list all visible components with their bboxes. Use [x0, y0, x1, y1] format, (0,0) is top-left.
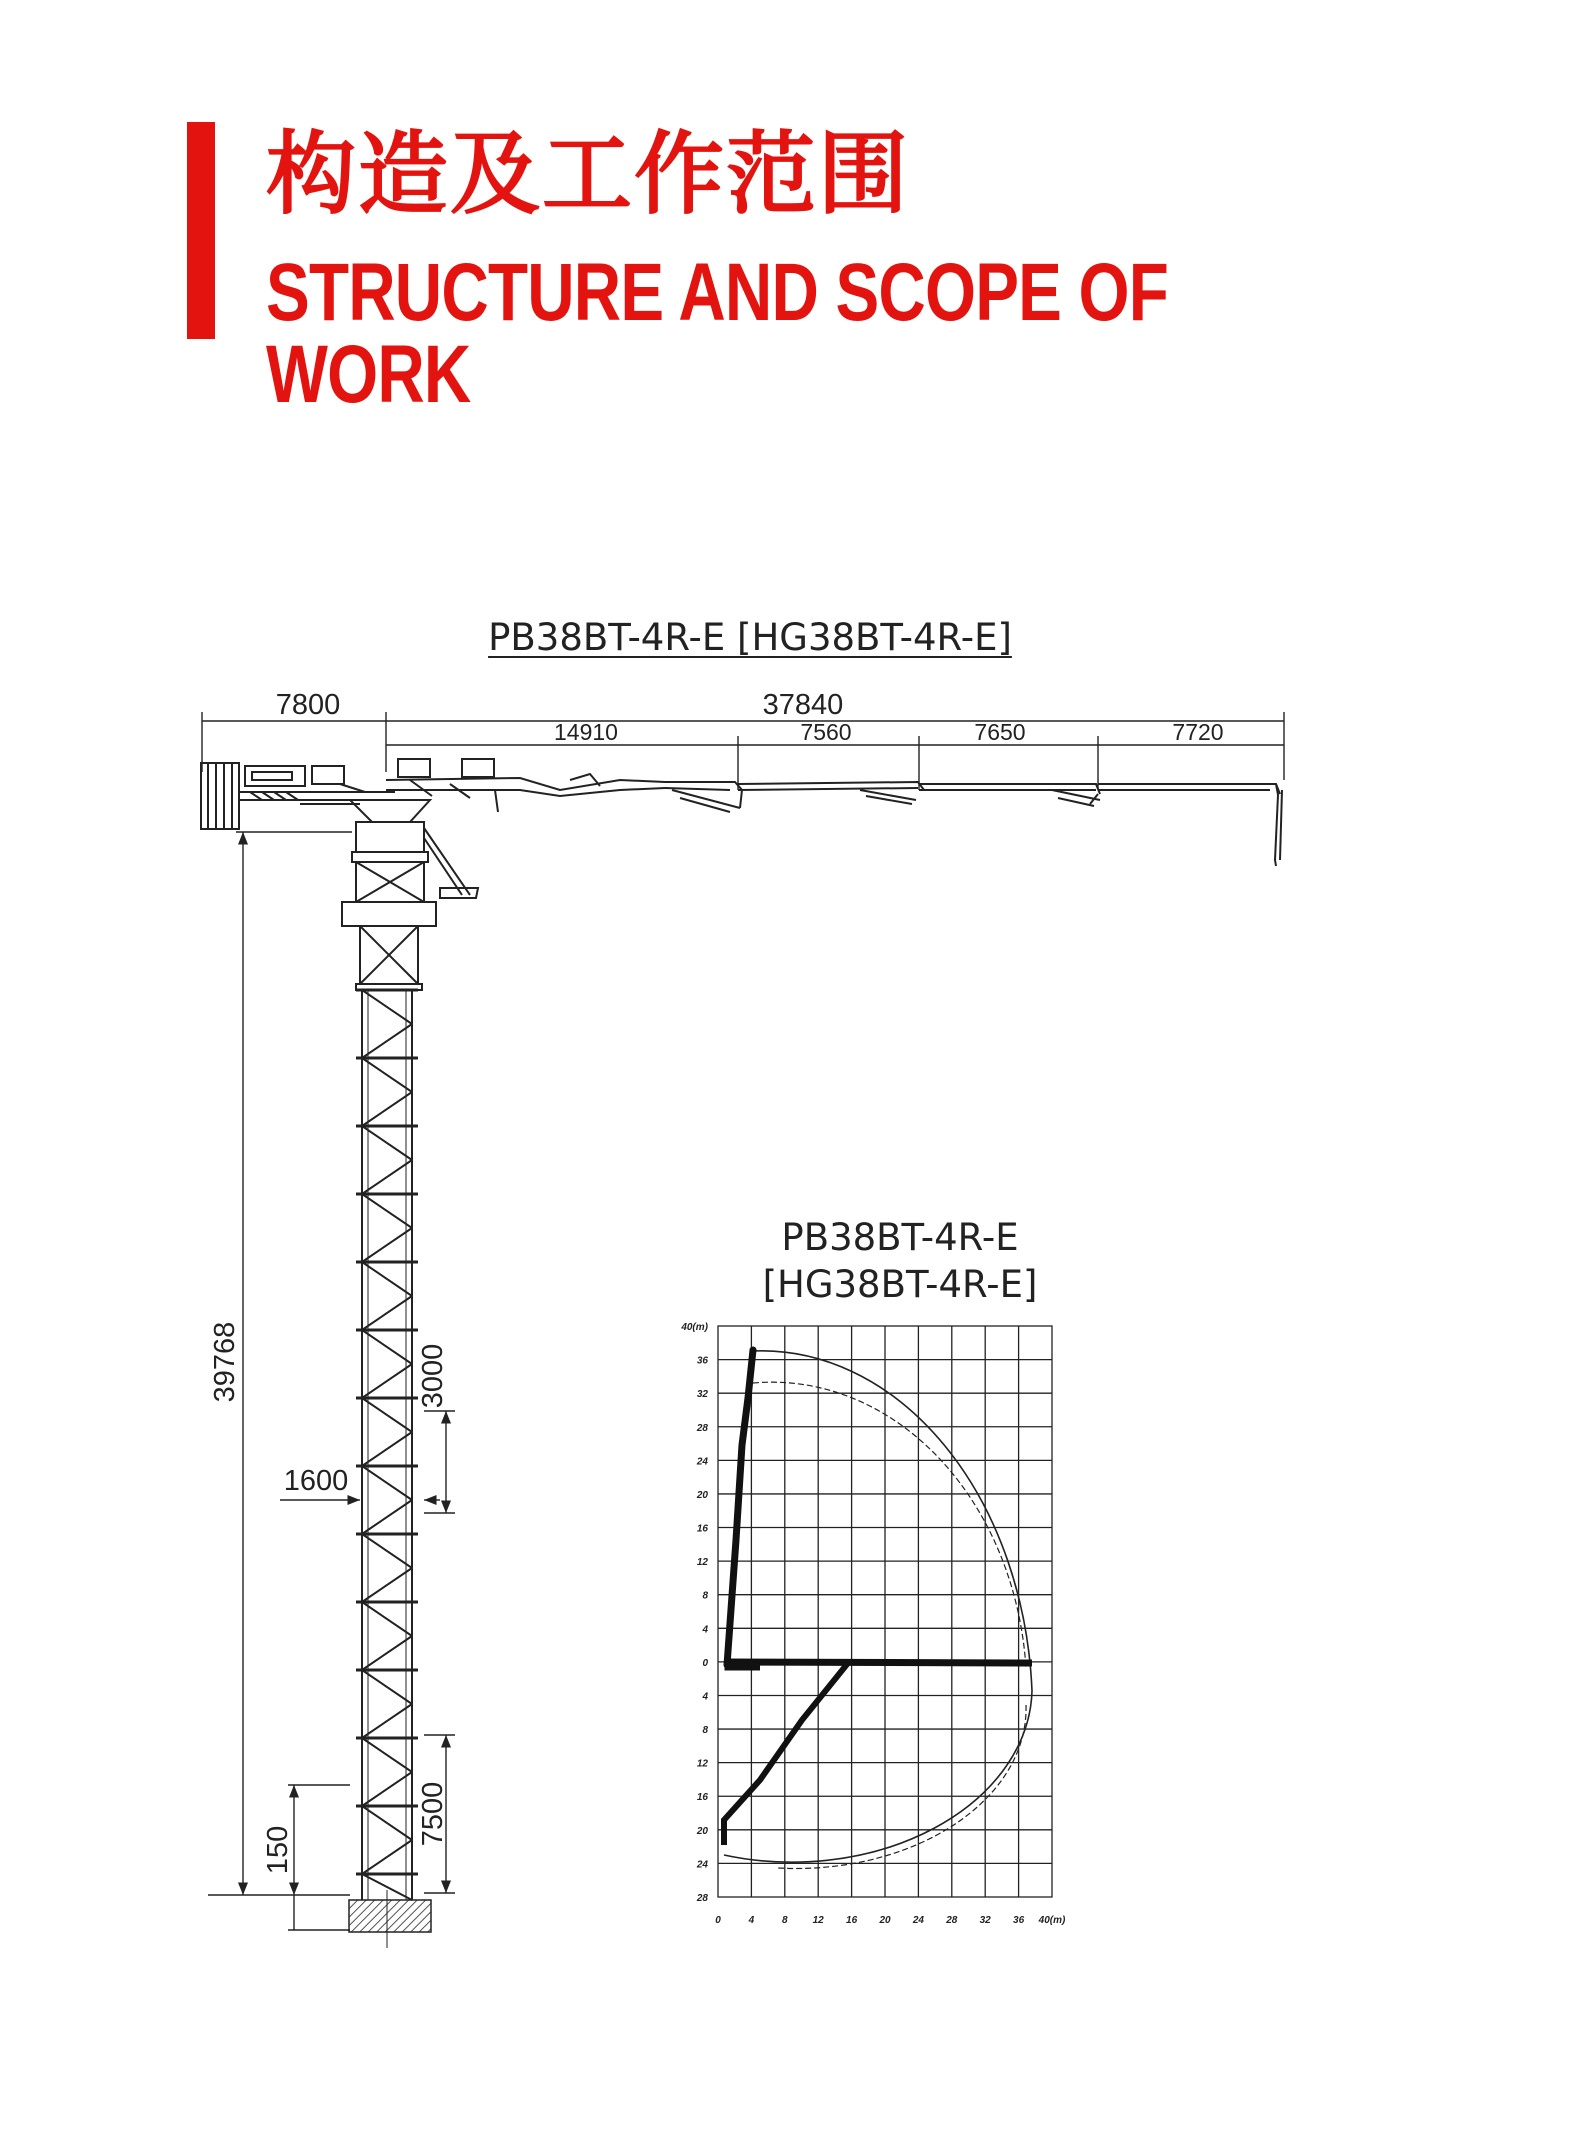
range-x-tick: 36	[1013, 1915, 1025, 1926]
foundation	[349, 1900, 431, 1932]
dim-boom-section-3: 7650	[974, 719, 1026, 745]
range-x-tick: 8	[782, 1915, 788, 1926]
mast-brace	[362, 1602, 412, 1636]
boom-pose-horizontal	[727, 1662, 1032, 1663]
range-chart-caption-line1: PB38BT-4R-E	[781, 1216, 1019, 1259]
range-y-tick: 32	[696, 1389, 708, 1401]
range-y-tick: 8	[702, 1725, 708, 1737]
lattice-mast	[356, 990, 418, 1900]
range-y-tick: 4	[702, 1624, 708, 1636]
dim-boom-section-2: 7560	[800, 719, 852, 745]
dim-total-boom: 37840	[762, 689, 844, 721]
dim-boom-section-1: 14910	[554, 719, 618, 745]
mast-brace	[362, 1228, 412, 1262]
range-x-tick: 16	[846, 1915, 858, 1926]
range-y-tick: 8	[702, 1590, 708, 1602]
mast-brace	[362, 1840, 412, 1874]
dim-counter-jib: 7800	[275, 689, 341, 721]
placing-boom	[386, 759, 1282, 866]
dim-mast-width: 1600	[283, 1465, 349, 1497]
range-x-tick: 0	[715, 1915, 721, 1926]
page-title-cn: 构造及工作范围	[266, 122, 910, 227]
mast-brace	[362, 1398, 412, 1432]
mast-brace	[362, 1058, 412, 1092]
range-x-tick: 40(m)	[1038, 1915, 1066, 1926]
range-y-tick: 4	[702, 1691, 708, 1703]
range-x-tick: 24	[912, 1915, 924, 1926]
reach-envelope-outer	[753, 1351, 1032, 1691]
range-y-tick: 36	[696, 1355, 708, 1367]
mast-brace	[362, 1738, 412, 1772]
mast-brace	[362, 1636, 412, 1670]
dim-section-height: 3000	[417, 1343, 449, 1409]
drawing-caption: PB38BT-4R-E [HG38BT-4R-E]	[488, 616, 1012, 659]
range-y-tick: 24	[696, 1456, 708, 1468]
dim-base-offset: 150	[262, 1825, 294, 1875]
mast-brace	[362, 1568, 412, 1602]
mast-brace	[362, 1296, 412, 1330]
range-x-tick: 28	[946, 1915, 958, 1926]
dim-total-height: 39768	[209, 1321, 241, 1403]
mast-brace	[362, 1092, 412, 1126]
boom-pose-down	[724, 1663, 848, 1845]
mast-brace	[362, 1330, 412, 1364]
mast-brace	[362, 1194, 412, 1228]
range-y-tick: 20	[696, 1489, 708, 1501]
range-y-tick: 24	[696, 1859, 708, 1871]
mast-brace	[362, 990, 412, 1024]
slewing-assembly	[342, 800, 478, 990]
range-y-tick: 12	[696, 1758, 708, 1770]
page-title-en: STRUCTURE AND SCOPE OF WORK	[266, 247, 1169, 420]
mast-brace	[362, 1806, 412, 1840]
mast-brace	[362, 1126, 412, 1160]
top-dimension-chain	[202, 712, 1284, 790]
range-x-tick: 32	[979, 1915, 991, 1926]
range-y-tick: 0	[702, 1657, 708, 1669]
range-y-tick: 20	[696, 1825, 708, 1837]
counterweight	[201, 763, 395, 829]
range-y-tick: 28	[696, 1893, 708, 1904]
mast-brace	[362, 1364, 412, 1398]
mast-brace	[362, 1704, 412, 1738]
dim-boom-section-4: 7720	[1172, 719, 1224, 745]
boom-pose-vertical	[727, 1350, 753, 1665]
range-y-tick: 28	[696, 1422, 708, 1434]
working-range-chart	[680, 1322, 1066, 1926]
range-y-tick: 40(m)	[681, 1322, 708, 1333]
range-y-tick: 12	[696, 1557, 708, 1569]
mast-brace	[362, 1262, 412, 1296]
mast-brace	[362, 1500, 412, 1534]
mast-brace	[362, 1772, 412, 1806]
mast-brace	[362, 1160, 412, 1194]
mast-brace	[362, 1432, 412, 1466]
mast-brace	[362, 1534, 412, 1568]
mast-brace	[362, 1024, 412, 1058]
range-x-tick: 4	[748, 1915, 755, 1926]
range-x-tick: 20	[879, 1915, 891, 1926]
dim-base-section: 7500	[417, 1781, 449, 1847]
range-x-tick: 12	[812, 1915, 824, 1926]
range-chart-caption-line2: [HG38BT-4R-E]	[762, 1263, 1038, 1306]
range-y-tick: 16	[696, 1792, 708, 1804]
mast-brace	[362, 1466, 412, 1500]
range-y-tick: 16	[696, 1523, 708, 1535]
mast-brace	[362, 1670, 412, 1704]
